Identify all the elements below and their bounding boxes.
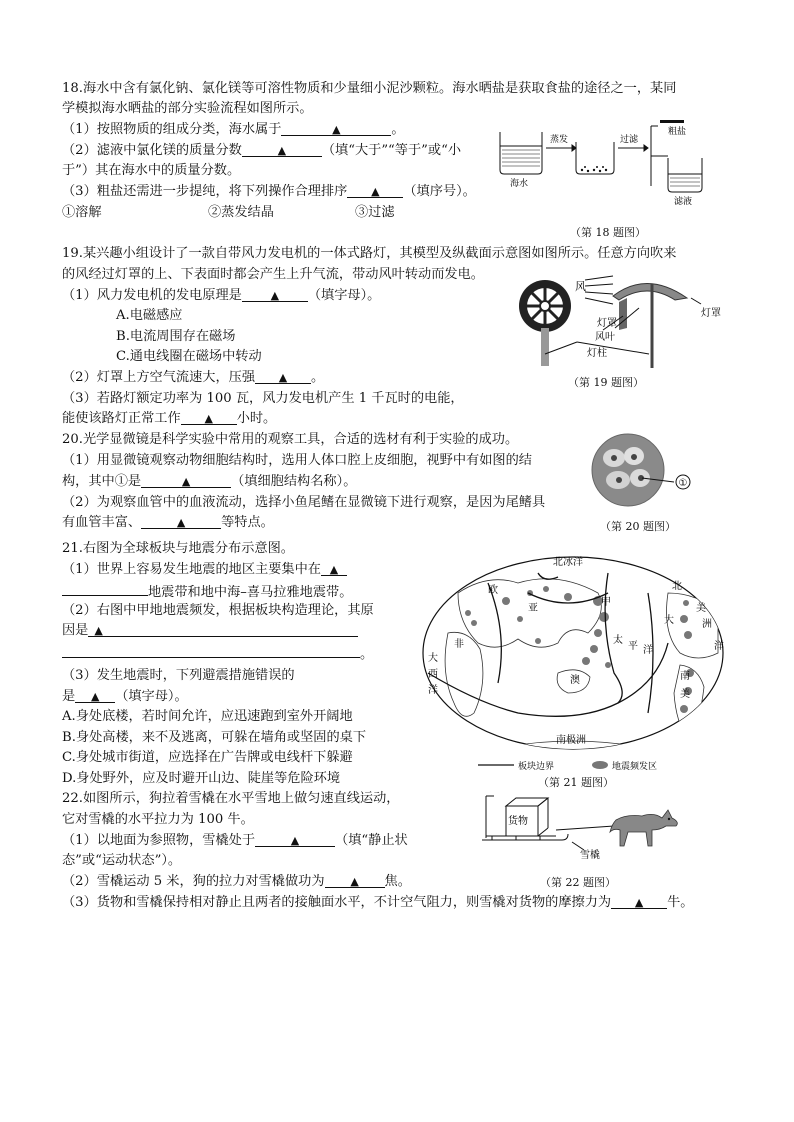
- q19-stem-line1: 19.某兴趣小组设计了一款自带风力发电机的一体式路灯，其模型及纵截面示意图如图所示。任意方向吹来: [62, 246, 677, 261]
- q21-option-b: B.身处高楼，来不及逃离，可躲在墙角或坚固的桌下: [62, 730, 367, 745]
- q18-stem-line2: 学模拟海水晒盐的部分实验流程如图所示。: [62, 101, 313, 116]
- q21-label-ocean-right-2: 洋: [714, 641, 724, 652]
- q21-answer-blank-2a[interactable]: ▲: [88, 622, 358, 637]
- q19-part1: （1）风力发电机的发电原理是 ▲ （填字母）。: [62, 288, 381, 303]
- q21-option-d: D.身处野外，应及时避开山边、陡崖等危险环境: [62, 771, 341, 786]
- q20-part1-cont: 构，其中①是 ▲ （填细胞结构名称）。: [62, 474, 357, 489]
- q21-label-pacific-2: 平: [628, 641, 638, 652]
- q19-option-b: B.电流周围存在磁场: [116, 329, 236, 344]
- q22-label-sled: 雪橇: [580, 850, 600, 861]
- q21-label-jia: 甲: [601, 597, 611, 608]
- q22-answer-blank-2[interactable]: ▲: [325, 873, 385, 888]
- q21-label-atlantic-2: 西: [428, 669, 438, 680]
- q19-answer-blank-3[interactable]: ▲: [181, 410, 237, 425]
- q21-label-arctic: 北冰洋: [553, 557, 583, 568]
- q19-label-pole: 灯柱: [587, 348, 607, 359]
- q21-option-a: A.身处底楼，若时间允许，应迅速跑到室外开阔地: [62, 709, 353, 724]
- q18-part1: （1）按照物质的组成分类，海水属于 ▲ 。: [62, 122, 405, 137]
- q20-label-1: ①: [678, 478, 688, 489]
- q21-label-asia-2: 欧: [488, 585, 498, 596]
- q22-stem-line1: 22.如图所示，狗拉着雪橇在水平雪地上做匀速直线运动，: [62, 791, 400, 806]
- q20-figure-caption: （第 20 题图）: [600, 520, 676, 533]
- q18-label-filtrate: 滤液: [674, 197, 693, 207]
- q19-figure-caption: （第 19 题图）: [568, 376, 644, 389]
- q22-stem-line2: 它对雪橇的水平拉力为 100 牛。: [62, 812, 254, 827]
- q19-option-a: A.电磁感应: [116, 308, 183, 323]
- q19-label-shade: 灯罩: [597, 318, 617, 329]
- q21-label-antarctica: 南极洲: [556, 735, 586, 746]
- dog-icon: [610, 810, 677, 846]
- q21-label-samerica-1: 南: [680, 671, 690, 682]
- q22-label-cargo: 货物: [508, 816, 528, 827]
- q20-part2: （2）为观察血管中的血液流动，选择小鱼尾鳍在显微镜下进行观察，是因为尾鳍具: [62, 495, 546, 510]
- q18-label-seawater: 海水: [510, 179, 529, 189]
- q19-answer-blank-2[interactable]: ▲: [255, 369, 311, 384]
- q19-stem-line2: 的风经过灯罩的上、下表面时都会产生上升气流，带动风叶转动而发电。: [62, 267, 484, 282]
- q21-legend-boundary: 板块边界: [518, 762, 555, 772]
- q19-part3: （3）若路灯额定功率为 100 瓦，风力发电机产生 1 千瓦时的电能，: [62, 391, 464, 406]
- q21-part3-cont: 是 ▲ （填字母）。: [62, 689, 188, 704]
- q20-stem: 20.光学显微镜是科学实验中常用的观察工具，合适的选材有利于实验的成功。: [62, 432, 519, 447]
- q21-label-africa: 非: [454, 639, 464, 650]
- q21-legend-quake: 地震频发区: [612, 762, 658, 772]
- q21-answer-blank-3[interactable]: ▲: [75, 688, 115, 703]
- q18-option-3: ③过滤: [355, 205, 395, 220]
- q21-option-c: C.身处城市街道，应选择在广告牌或电线杆下躲避: [62, 750, 353, 765]
- q22-answer-blank-1[interactable]: ▲: [255, 832, 335, 847]
- q21-label-atlantic-3: 洋: [428, 685, 438, 696]
- q18-part3: （3）粗盐还需进一步提纯，将下列操作合理排序 ▲ （填序号）。: [62, 184, 476, 199]
- q21-label-namerica-3: 洲: [702, 619, 712, 630]
- q21-part1-cont: 地震带和地中海–喜马拉雅地震带。: [62, 581, 352, 602]
- q21-label-ocean-right-1: 大: [664, 615, 674, 626]
- q22-part1: （1）以地面为参照物，雪橇处于 ▲ （填“静止状: [62, 833, 408, 848]
- q18-label-filter: 过滤: [620, 135, 639, 145]
- q20-answer-blank-2[interactable]: ▲: [141, 514, 221, 529]
- q18-option-1: ①溶解: [62, 205, 102, 220]
- q21-label-namerica-1: 北: [672, 581, 682, 592]
- q21-stem: 21.右图为全球板块与地震分布示意图。: [62, 541, 294, 556]
- q22-figure: [476, 790, 696, 862]
- q18-label-evaporate: 蒸发: [550, 135, 569, 145]
- q21-label-australia: 澳: [570, 675, 580, 686]
- q20-answer-blank-1[interactable]: ▲: [141, 473, 231, 488]
- q20-part2-cont: 有血管丰富、 ▲ 等特点。: [62, 515, 274, 530]
- q18-option-2: ②蒸发结晶: [208, 205, 274, 220]
- q21-label-asia-1: 亚: [528, 603, 538, 614]
- q18-stem-line1: 18.海水中含有氯化钠、氯化镁等可溶性物质和少量细小泥沙颗粒。海水晒盐是获取食盐的途径之一，某同: [62, 81, 677, 96]
- q21-label-namerica-2: 美: [696, 603, 706, 614]
- q22-part1-cont: 态”或“运动状态”）。: [62, 853, 182, 868]
- q19-answer-blank-1[interactable]: ▲: [242, 287, 308, 302]
- q18-answer-blank-3[interactable]: ▲: [347, 183, 403, 198]
- q21-part2-cont: 因是 ▲: [62, 622, 358, 640]
- q21-answer-blank-1b[interactable]: [62, 581, 148, 596]
- q22-part2: （2）雪橇运动 5 米，狗的拉力对雪橇做功为 ▲ 焦。: [62, 874, 411, 889]
- q18-figure: [498, 118, 728, 218]
- q21-answer-blank-1a[interactable]: ▲: [321, 561, 347, 576]
- q19-figure: [515, 268, 735, 368]
- q22-figure-caption: （第 22 题图）: [540, 876, 616, 889]
- q19-part2: （2）灯罩上方空气流速大，压强 ▲ 。: [62, 370, 325, 385]
- q21-part2: （2）右图中甲地地震频发，根据板块构造理论，其原: [62, 603, 374, 618]
- q19-label-shade-right: 灯罩: [701, 308, 721, 319]
- q21-part1: （1）世界上容易发生地震的地区主要集中在 ▲: [62, 561, 347, 579]
- q21-figure-caption: （第 21 题图）: [538, 776, 614, 789]
- q21-label-atlantic-1: 大: [428, 653, 438, 664]
- q18-part2: （2）滤液中氯化镁的质量分数 ▲ （填“大于”“等于”或“小: [62, 143, 462, 158]
- q18-part2-cont: 于”）其在海水中的质量分数。: [62, 163, 241, 178]
- q21-label-pacific-1: 太: [613, 635, 623, 646]
- q21-world-map: [418, 553, 728, 773]
- q21-label-samerica-2: 美: [680, 689, 690, 700]
- q21-label-pacific-3: 洋: [643, 645, 653, 656]
- q19-option-c: C.通电线圈在磁场中转动: [116, 349, 262, 364]
- q19-label-blade: 风叶: [595, 332, 615, 343]
- q21-part3: （3）发生地震时，下列避震措施错误的: [62, 668, 295, 683]
- q22-answer-blank-3[interactable]: ▲: [611, 894, 667, 909]
- q21-answer-blank-2b[interactable]: [62, 643, 360, 658]
- q18-answer-blank-1[interactable]: ▲: [281, 121, 391, 136]
- q19-part3-cont: 能使该路灯正常工作 ▲ 小时。: [62, 411, 277, 426]
- q22-part3: （3）货物和雪橇保持相对静止且两者的接触面水平，不计空气阻力，则雪橇对货物的摩擦力为 ▲ 牛。: [62, 895, 694, 910]
- q19-label-wind: 风: [575, 280, 586, 293]
- q20-figure: [590, 432, 700, 512]
- q20-part1: （1）用显微镜观察动物细胞结构时，选用人体口腔上皮细胞，视野中有如图的结: [62, 453, 532, 468]
- q18-answer-blank-2[interactable]: ▲: [242, 142, 322, 157]
- q18-figure-caption: （第 18 题图）: [570, 226, 646, 239]
- q18-label-crude-salt: 粗盐: [668, 127, 687, 137]
- q21-part2-line2: 。: [62, 643, 373, 664]
